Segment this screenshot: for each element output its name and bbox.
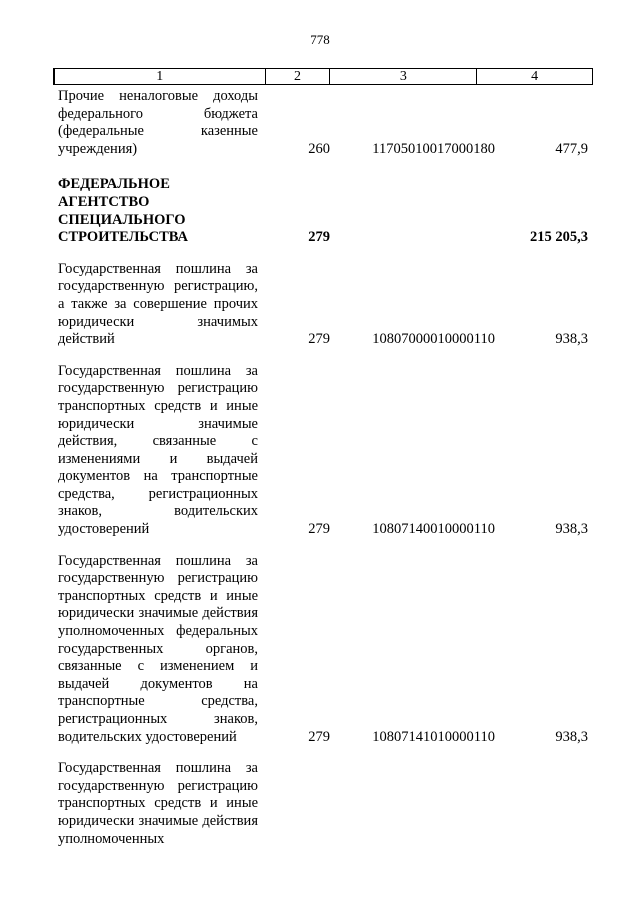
row-admin-code: 260 xyxy=(308,140,330,157)
table-row xyxy=(58,176,598,246)
header-col-4: 4 xyxy=(531,69,539,84)
row-admin-code: 279 xyxy=(308,331,330,348)
row-name: Государственная пошлина за государственную регистрацию, а также за совершение прочих юридически значимых действий xyxy=(58,260,258,348)
table-row xyxy=(58,261,598,349)
row-amount: 215 205,3 xyxy=(530,229,588,246)
row-income-code: 10807141010000110 xyxy=(372,728,495,745)
row-amount: 938,3 xyxy=(555,331,588,348)
header-col-1: 1 xyxy=(55,69,266,84)
table-body xyxy=(58,88,598,848)
row-amount: 938,3 xyxy=(555,728,588,745)
page-number: 778 xyxy=(310,32,330,47)
row-name: Прочие неналоговые доходы федерального бюджета (федеральные казенные учреждения) xyxy=(58,88,258,157)
row-income-code: 10807000010000110 xyxy=(372,331,495,348)
row-name: Государственная пошлина за государственную регистрацию транспортных средств и иные юридически значимые действия, связанные с изменениями и выдачей документов на транспортные средства, регистрационных знаков, водительских удостоверений xyxy=(58,362,258,538)
row-amount: 938,3 xyxy=(555,521,588,538)
table-header xyxy=(53,68,593,85)
row-name: ФЕДЕРАЛЬНОЕ АГЕНТСТВО СПЕЦИАЛЬНОГО СТРОИТЕЛЬСТВА xyxy=(58,176,189,246)
header-col-2: 2 xyxy=(266,69,331,84)
table-row xyxy=(58,363,598,539)
row-name: Государственная пошлина за государственную регистрацию транспортных средств и иные юридически значимые действия уполномоченных xyxy=(58,760,258,847)
row-name: Государственная пошлина за государственную регистрацию транспортных средств и иные юридически значимые действия уполномоченных федеральных государственных органов, связанные с изменением и выдачей документов на транспортные средства, регистрационных знаков, водительских удостоверений xyxy=(58,552,258,745)
row-amount: 477,9 xyxy=(555,140,588,157)
table-row xyxy=(58,553,598,747)
table-row xyxy=(58,760,598,848)
row-admin-code: 279 xyxy=(308,229,330,246)
table-row xyxy=(58,88,598,158)
row-income-code: 11705010017000180 xyxy=(372,140,495,157)
row-admin-code: 279 xyxy=(308,728,330,745)
header-col-3: 3 xyxy=(330,69,477,84)
row-admin-code: 279 xyxy=(308,521,330,538)
row-income-code: 10807140010000110 xyxy=(372,521,495,538)
